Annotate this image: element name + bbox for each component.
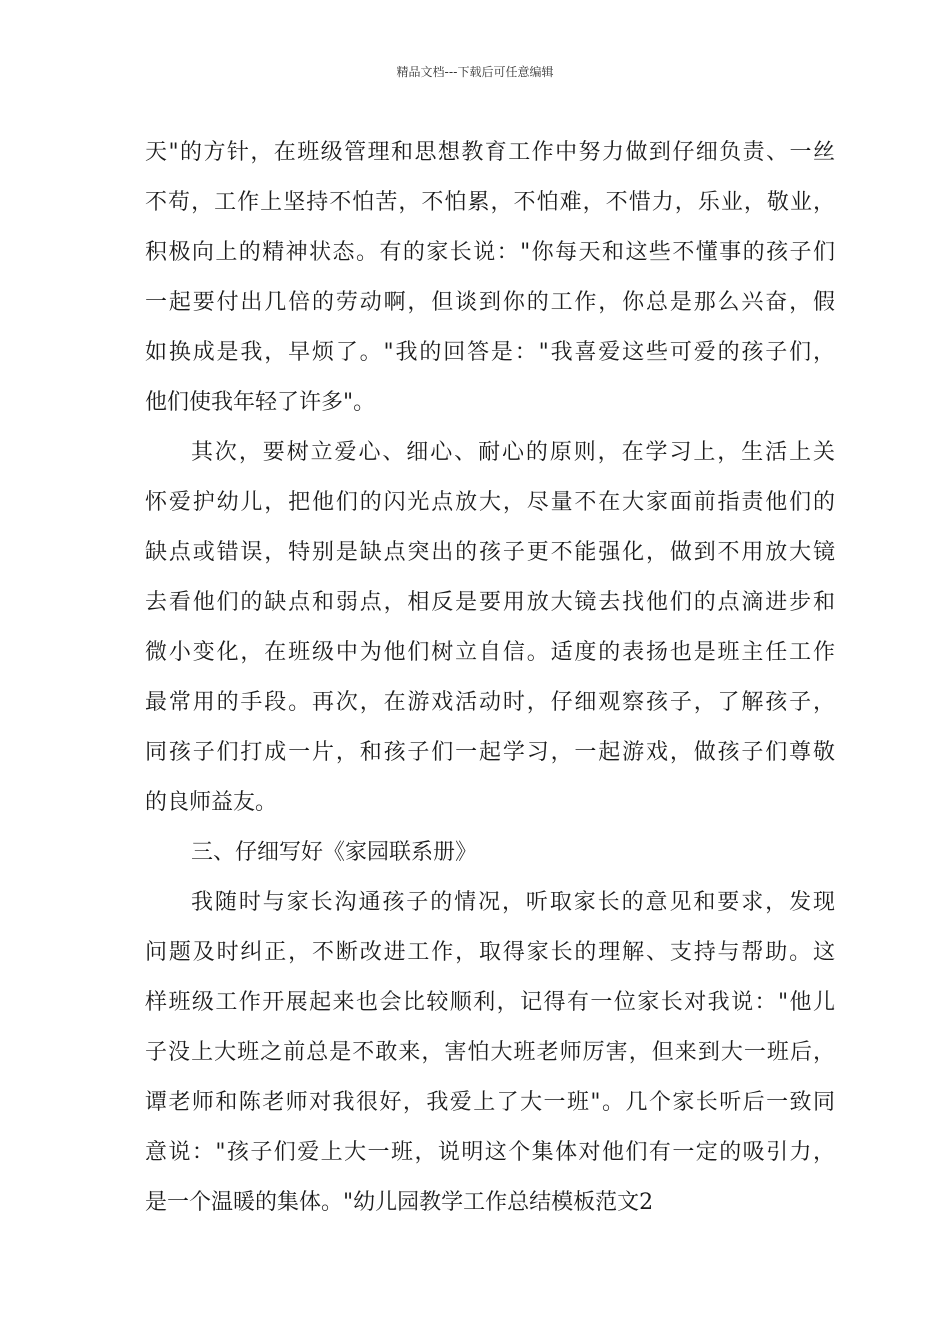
paragraph-2 — [145, 428, 835, 828]
text-line: 怀爱护幼儿，把他们的闪光点放大，尽量不在大家面前指责他们的 — [145, 490, 835, 515]
text-line: 最常用的手段。再次，在游戏活动时，仔细观察孩子，了解孩子， — [145, 690, 835, 715]
section-heading — [145, 828, 835, 878]
text-line: 天"的方针，在班级管理和思想教育工作中努力做到仔细负责、一丝 — [145, 140, 835, 165]
text-line: 不苟，工作上坚持不怕苦，不怕累，不怕难，不惜力，乐业，敬业， — [145, 190, 835, 215]
text-line: 同孩子们打成一片，和孩子们一起学习，一起游戏，做孩子们尊敬 — [145, 740, 835, 765]
text-line: 其次，要树立爱心、细心、耐心的原则，在学习上，生活上关 — [191, 440, 835, 465]
text-line: 他们使我年轻了许多"。 — [145, 390, 376, 415]
text-line: 是一个温暖的集体。"幼儿园教学工作总结模板范文2 — [145, 1190, 654, 1215]
text-line: 去看他们的缺点和弱点，相反是要用放大镜去找他们的点滴进步和 — [145, 590, 835, 615]
text-line: 一起要付出几倍的劳动啊，但谈到你的工作，你总是那么兴奋，假 — [145, 290, 835, 315]
text-line: 问题及时纠正，不断改进工作，取得家长的理解、支持与帮助。这 — [145, 940, 835, 965]
text-line: 积极向上的精神状态。有的家长说："你每天和这些不懂事的孩子们 — [145, 240, 835, 265]
section-heading-text: 三、仔细写好《家园联系册》 — [191, 840, 478, 865]
text-line: 子没上大班之前总是不敢来，害怕大班老师厉害，但来到大一班后， — [145, 1040, 835, 1065]
text-line: 意说："孩子们爱上大一班，说明这个集体对他们有一定的吸引力， — [145, 1140, 835, 1165]
paragraph-3 — [145, 878, 835, 1228]
text-line: 我随时与家长沟通孩子的情况，听取家长的意见和要求，发现 — [191, 890, 835, 915]
text-line: 微小变化，在班级中为他们树立自信。适度的表扬也是班主任工作 — [145, 640, 835, 665]
document-body — [145, 128, 835, 1228]
text-line: 的良师益友。 — [145, 790, 278, 815]
text-line: 如换成是我，早烦了。"我的回答是："我喜爱这些可爱的孩子们， — [145, 340, 835, 365]
text-line: 缺点或错误，特别是缺点突出的孩子更不能强化，做到不用放大镜 — [145, 540, 835, 565]
paragraph-1 — [145, 128, 835, 428]
text-line: 样班级工作开展起来也会比较顺利，记得有一位家长对我说："他儿 — [145, 990, 835, 1015]
text-line: 谭老师和陈老师对我很好，我爱上了大一班"。几个家长听后一致同 — [145, 1090, 835, 1115]
page-header: 精品文档---下载后可任意编辑 — [396, 65, 554, 79]
